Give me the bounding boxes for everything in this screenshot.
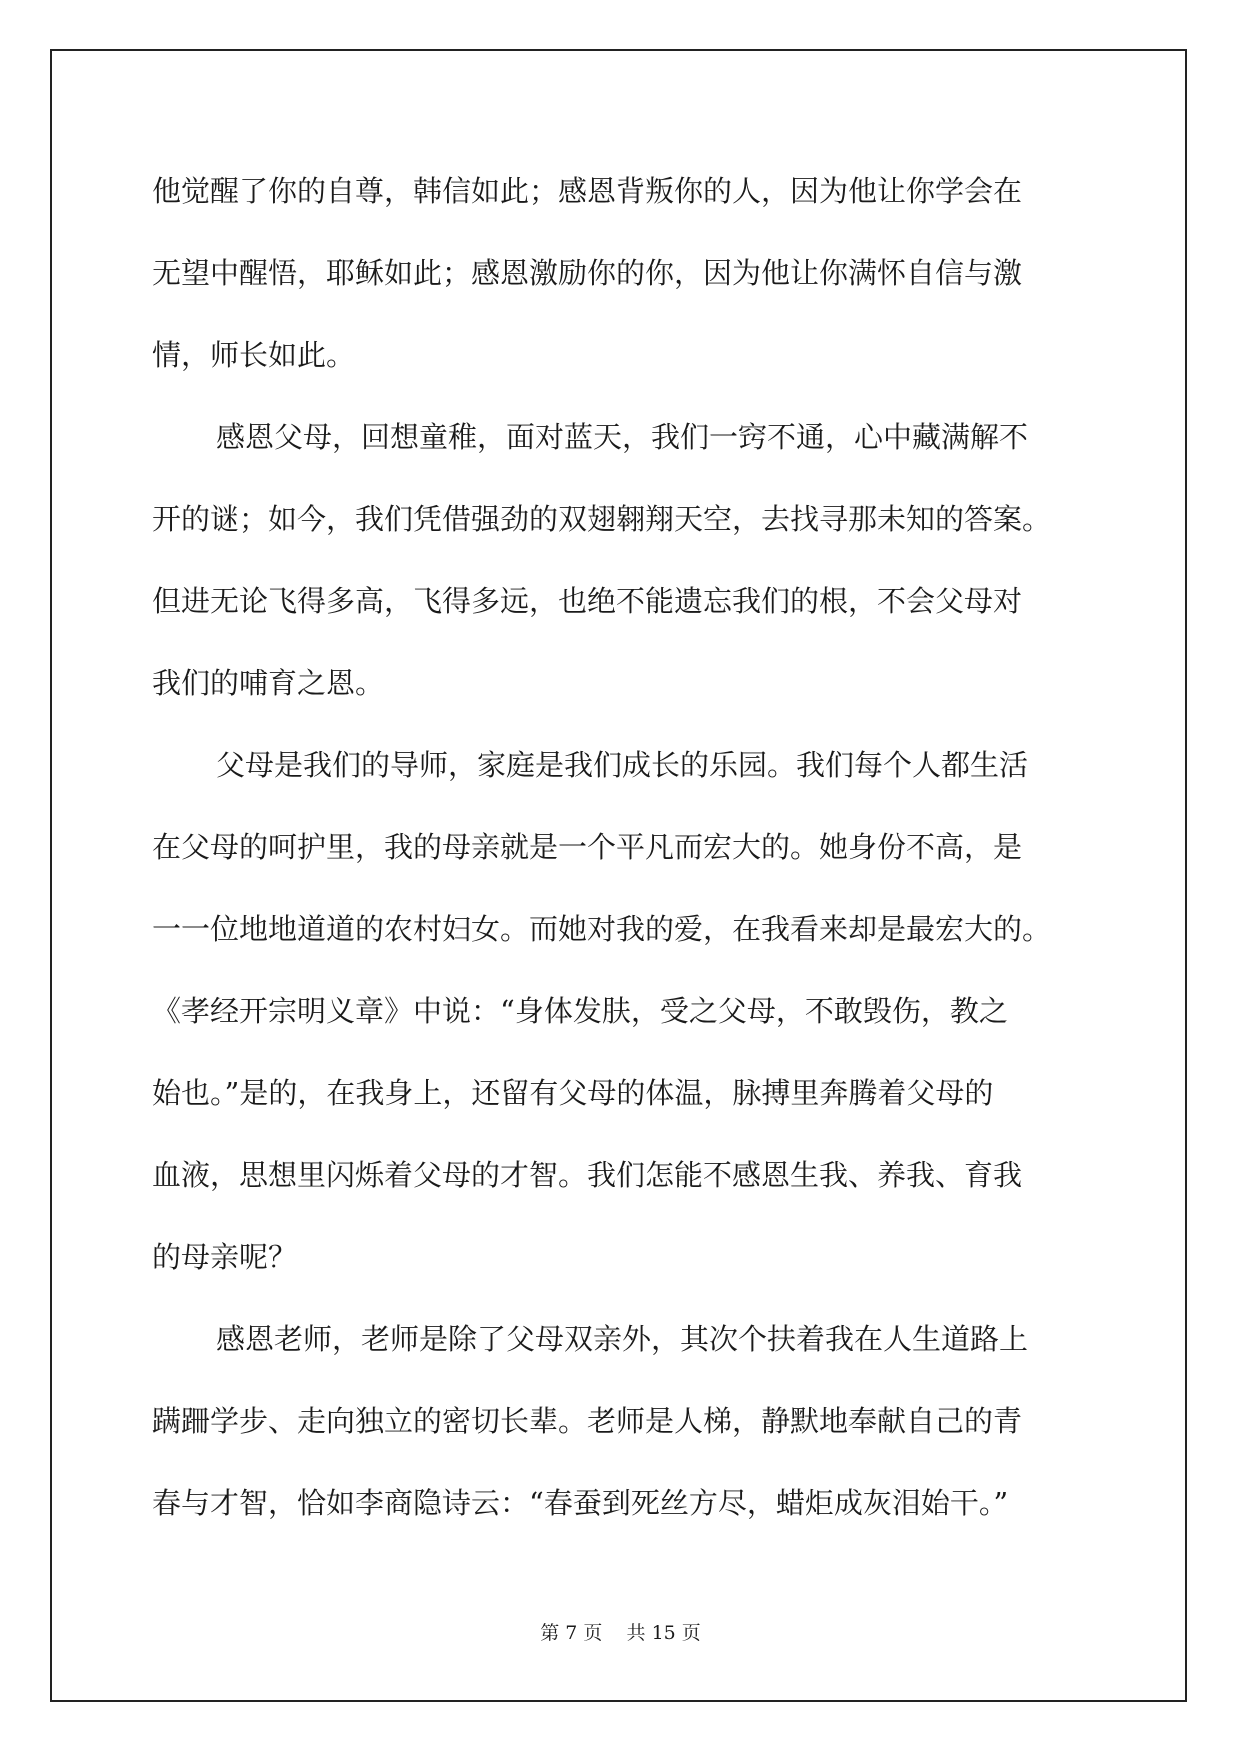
text-line: 父母是我们的导师，家庭是我们成长的乐园。我们每个人都生活 [216, 748, 1029, 782]
text-line: 无望中醒悟，耶稣如此；感恩激励你的你，因为他让你满怀自信与激 [152, 256, 1023, 290]
text-line: 他觉醒了你的自尊，韩信如此；感恩背叛你的人，因为他让你学会在 [152, 174, 1023, 208]
text-line: 感恩老师，老师是除了父母双亲外，其次个扶着我在人生道路上 [216, 1322, 1029, 1356]
text-line: 一一位地地道道的农村妇女。而她对我的爱，在我看来却是最宏大的。 [152, 912, 1052, 946]
text-line: 的母亲呢？ [152, 1240, 298, 1274]
text-line: 《孝经开宗明义章》中说：“身体发肤，受之父母，不敢毁伤，教之 [152, 994, 1008, 1028]
document-body [152, 150, 1132, 1544]
text-line: 但进无论飞得多高，飞得多远，也绝不能遗忘我们的根，不会父母对 [152, 584, 1023, 618]
text-line: 开的谜；如今，我们凭借强劲的双翅翱翔天空，去找寻那未知的答案。 [152, 502, 1052, 536]
text-line: 在父母的呵护里，我的母亲就是一个平凡而宏大的。她身份不高，是 [152, 830, 1023, 864]
page-number: 第 7 页 共 15 页 [540, 1622, 701, 1644]
text-line: 始也。”是的，在我身上，还留有父母的体温，脉搏里奔腾着父母的 [152, 1076, 994, 1110]
text-line: 春与才智，恰如李商隐诗云：“春蚕到死丝方尽，蜡炬成灰泪始干。” [152, 1486, 1009, 1520]
text-line: 血液，思想里闪烁着父母的才智。我们怎能不感恩生我、养我、育我 [152, 1158, 1023, 1192]
text-line: 蹒跚学步、走向独立的密切长辈。老师是人梯，静默地奉献自己的青 [152, 1404, 1023, 1438]
text-line: 情，师长如此。 [152, 338, 356, 372]
page-footer [0, 1618, 1241, 1645]
text-line: 感恩父母，回想童稚，面对蓝天，我们一窍不通，心中藏满解不 [216, 420, 1029, 454]
text-line: 我们的哺育之恩。 [152, 666, 385, 700]
